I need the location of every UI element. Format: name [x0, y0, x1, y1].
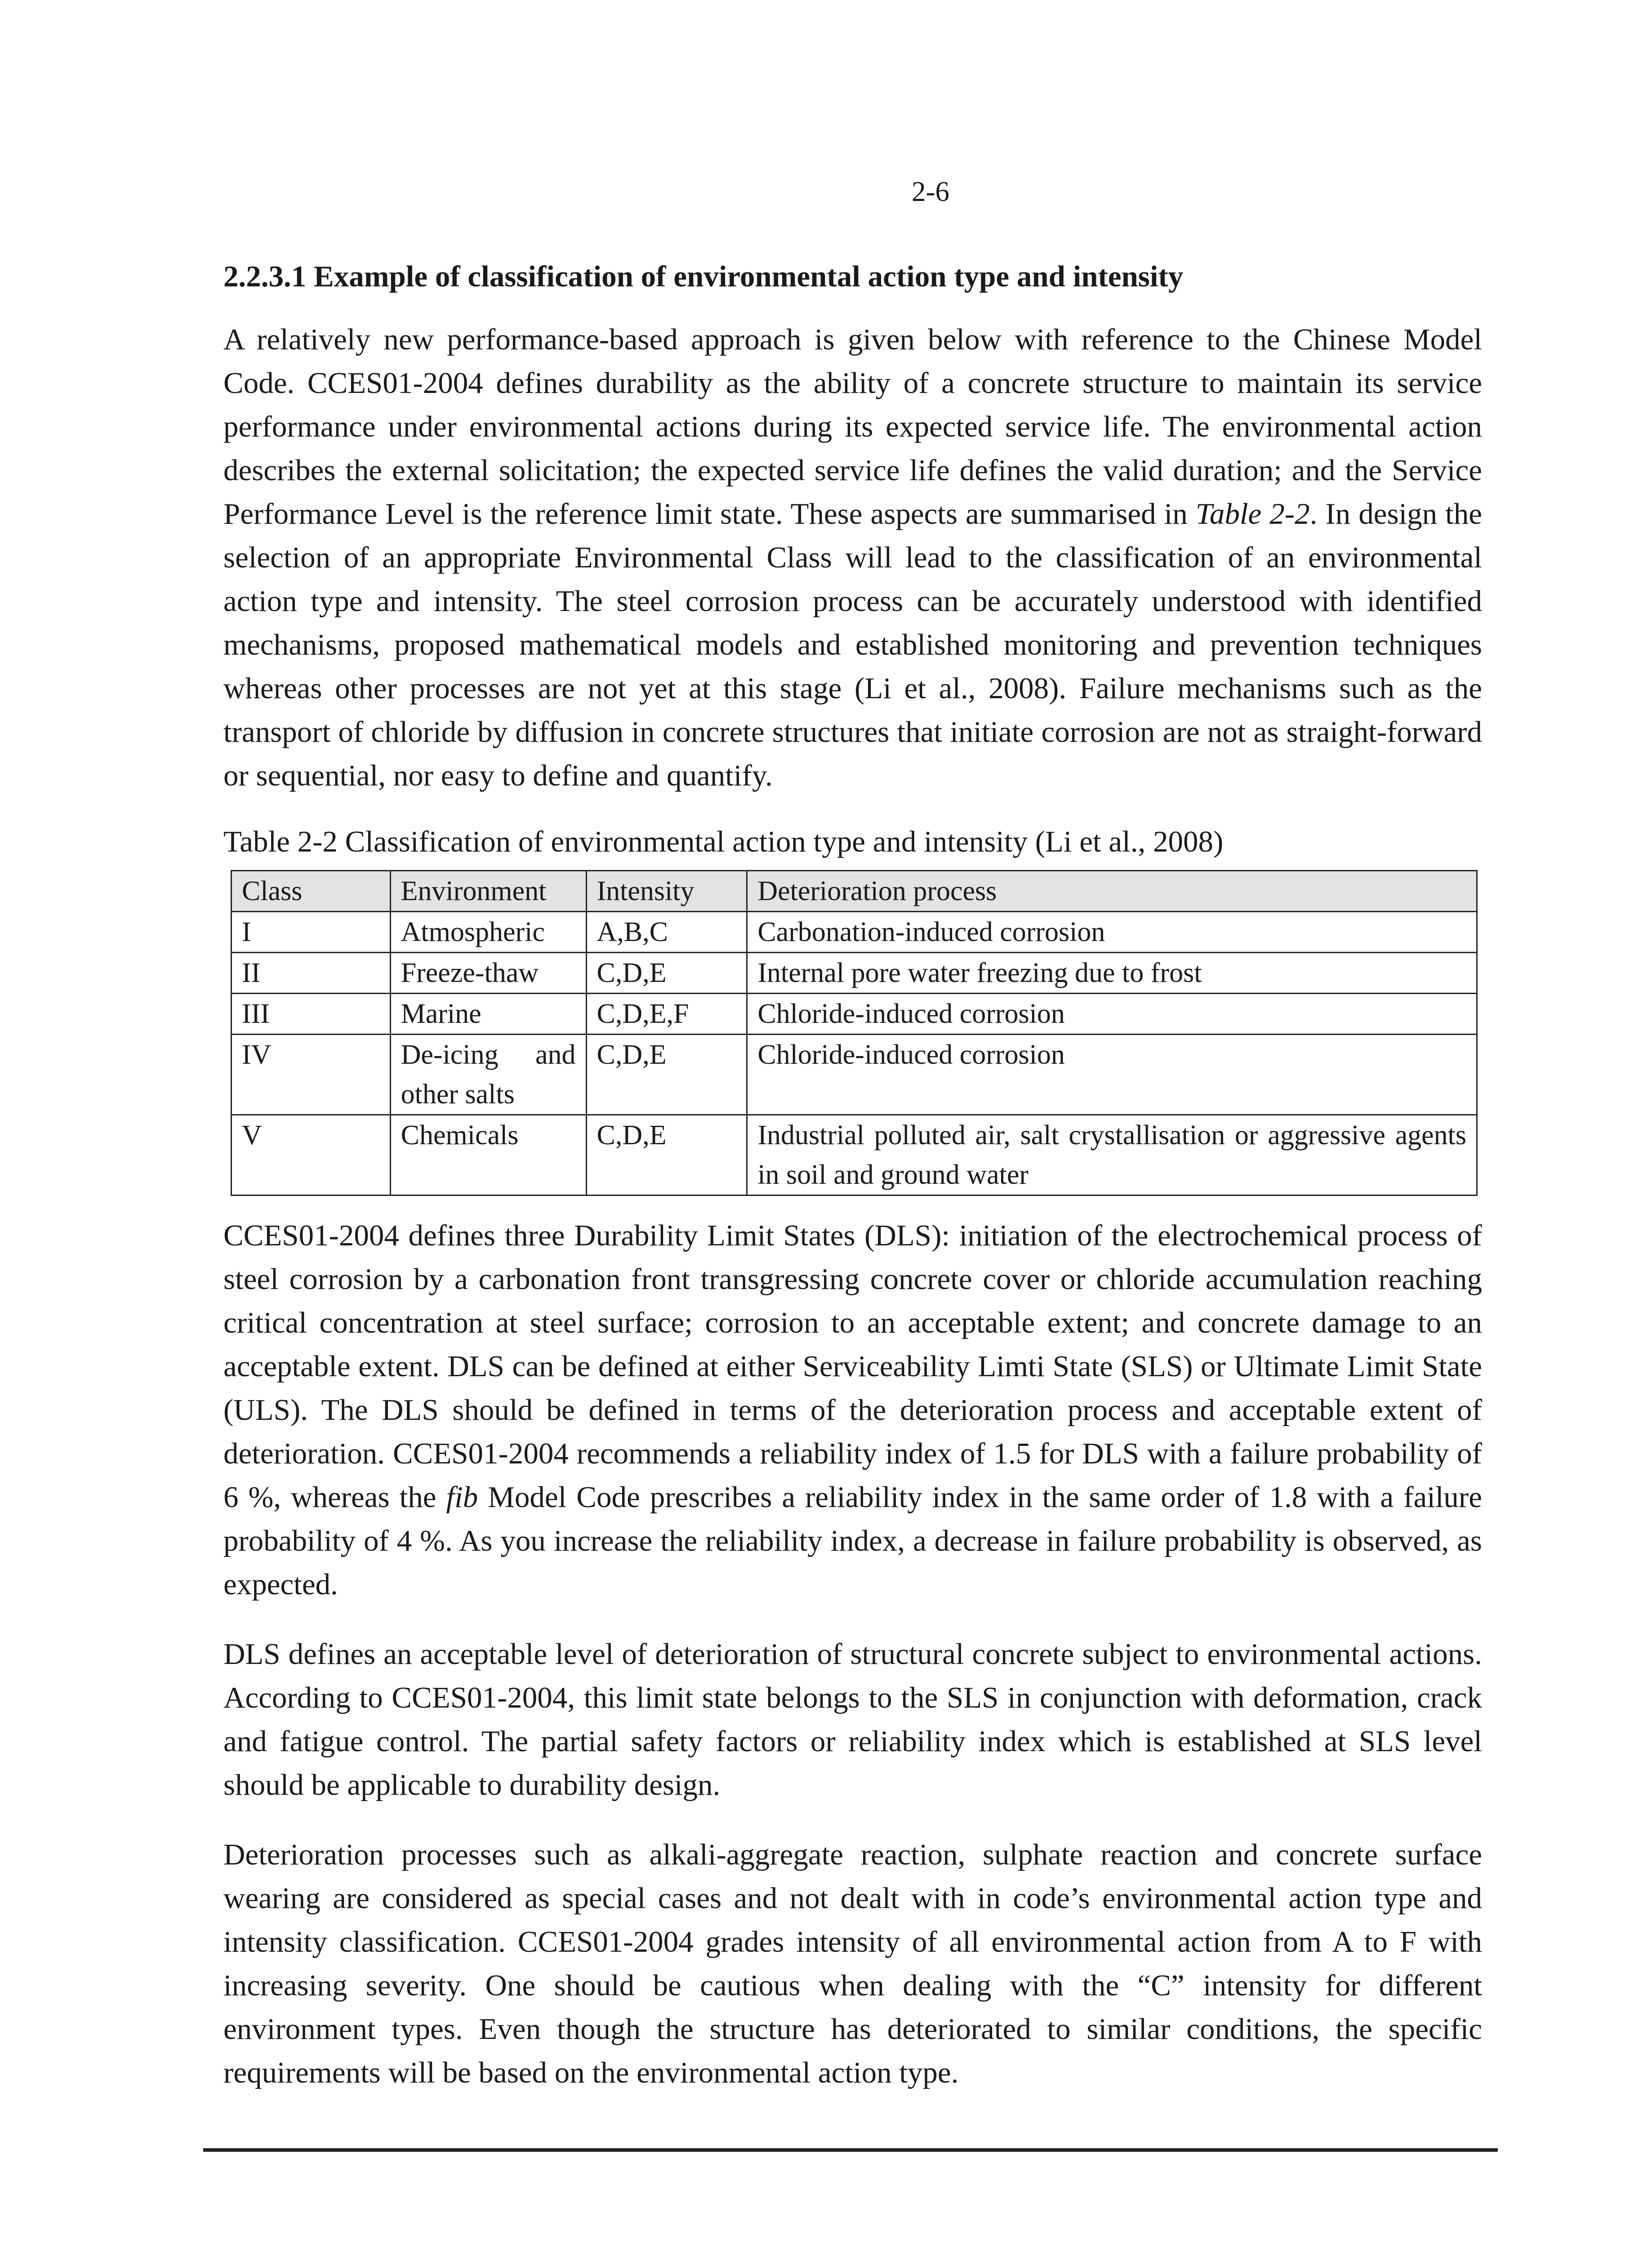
paragraph-intro [223, 318, 1482, 798]
cell-intensity: C,D,E [586, 1115, 747, 1195]
table-reference: Table 2-2 [1195, 497, 1310, 531]
cell-class: IV [232, 1034, 391, 1115]
paragraph-dls-text-2: Model Code prescribes a reliability index in the same order of 1.8 with a failure probability of 4 %. As you increase the reliability index, a decrease in failure probability is observed, as expected. [223, 1480, 1482, 1601]
cell-intensity: C,D,E,F [586, 993, 747, 1034]
table-header-row [232, 870, 1477, 911]
header-intensity: Intensity [586, 870, 747, 911]
cell-intensity: C,D,E [586, 952, 747, 993]
table-row [232, 993, 1477, 1034]
cell-deterioration-process: Carbonation-induced corrosion [747, 911, 1477, 952]
cell-deterioration-process: Industrial polluted air, salt crystallisation or aggressive agents in soil and ground water [747, 1115, 1477, 1195]
table-caption: Table 2-2 Classification of environmental action type and intensity (Li et al., 2008) [223, 825, 1224, 859]
paragraph-deterioration: Deterioration processes such as alkali-aggregate reaction, sulphate reaction and concrete surface wearing are considered as special cases and not dealt with in code’s environmental action type and intensity classification. CCES01-2004 grades intensity of all environmental action from A to F with increasing severity. One should be cautious when dealing with the “C” intensity for different environment types. Even though the structure has deteriorated to similar conditions, the specific requirements will be based on the environmental action type. [223, 1838, 1482, 2089]
cell-environment: Marine [390, 993, 586, 1034]
cell-environment: Atmospheric [390, 911, 586, 952]
paragraph-intro-text-2: . In design the selection of an appropriate Environmental Class will lead to the classification of an environmental action type and intensity. The steel corrosion process can be accurately understood with identified mechanisms, proposed mathematical models and established monitoring and prevention techniques whereas other processes are not yet at this stage (Li et al., 2008). Failure mechanisms such as the transport of chloride by diffusion in concrete structures that initiate corrosion are not as straight-forward or sequential, nor easy to define and quantify. [223, 497, 1483, 793]
cell-environment: Chemicals [390, 1115, 586, 1195]
classification-table [231, 870, 1478, 1196]
cell-deterioration-process: Chloride-induced corrosion [747, 993, 1477, 1034]
cell-environment: Freeze-thaw [390, 952, 586, 993]
header-class: Class [232, 870, 391, 911]
page-number: 2-6 [912, 176, 949, 207]
cell-deterioration-process: Internal pore water freezing due to frost [747, 952, 1477, 993]
paragraph-dls-text-1: CCES01-2004 defines three Durability Limit States (DLS): initiation of the electrochemical process of steel corrosion by a carbonation front transgressing concrete cover or chloride accumulation reaching critical concentration at steel surface; corrosion to an acceptable extent; and concrete damage to an acceptable extent. DLS can be defined at either Serviceability Limti State (SLS) or Ultimate Limit State (ULS). The DLS should be defined in terms of the deterioration process and acceptable extent of deterioration. CCES01-2004 recommends a reliability index of 1.5 for DLS with a failure probability of 6 %, whereas the [223, 1218, 1482, 1514]
header-deterioration-process: Deterioration process [747, 870, 1477, 911]
cell-environment: De-icing and other salts [390, 1034, 586, 1115]
cell-intensity: C,D,E [586, 1034, 747, 1115]
bottom-rule [203, 2148, 1498, 2152]
cell-class: III [232, 993, 391, 1034]
section-heading: 2.2.3.1 Example of classification of environmental action type and intensity [223, 260, 1184, 293]
paragraph-dls-definition: DLS defines an acceptable level of deterioration of structural concrete subject to environmental actions. According to CCES01-2004, this limit state belongs to the SLS in conjunction with deformation, crack and fatigue control. The partial safety factors or reliability index which is established at SLS level should be applicable to durability design. [223, 1637, 1482, 1802]
page-content [223, 259, 1482, 2121]
fib-emphasis: fib [446, 1480, 478, 1514]
table-row [232, 1115, 1477, 1195]
cell-class: I [232, 911, 391, 952]
cell-deterioration-process: Chloride-induced corrosion [747, 1034, 1477, 1115]
cell-intensity: A,B,C [586, 911, 747, 952]
header-environment: Environment [390, 870, 586, 911]
paragraph-dls [223, 1214, 1482, 1606]
paragraph-intro-text-1: A relatively new performance-based approach is given below with reference to the Chinese Model Code. CCES01-2004 defines durability as the ability of a concrete structure to maintain its service performance under environmental actions during its expected service life. The environmental action describes the external solicitation; the expected service life defines the valid duration; and the Service Performance Level is the reference limit state. These aspects are summarised in [223, 323, 1482, 531]
table-row [232, 1034, 1477, 1115]
table-row [232, 952, 1477, 993]
table-row [232, 911, 1477, 952]
cell-class: V [232, 1115, 391, 1195]
cell-class: II [232, 952, 391, 993]
